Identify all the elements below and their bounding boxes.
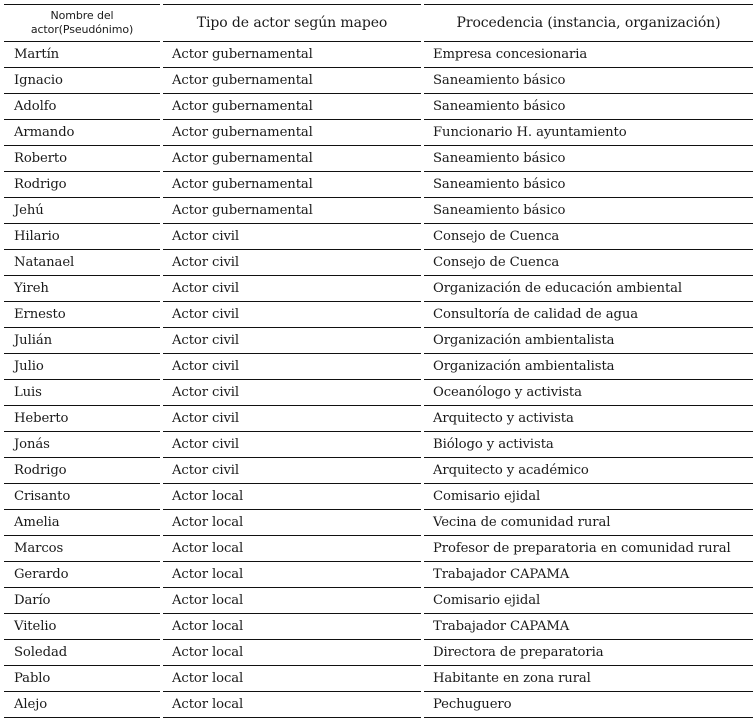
cell-origin-text: Consultoría de calidad de agua bbox=[433, 307, 638, 322]
table-row bbox=[4, 588, 753, 614]
table-row bbox=[4, 120, 753, 146]
cell-name-text: Gerardo bbox=[14, 567, 69, 582]
cell-type bbox=[163, 510, 421, 536]
table-row bbox=[4, 536, 753, 562]
cell-type-text: Actor local bbox=[172, 697, 244, 712]
cell-origin bbox=[424, 484, 753, 510]
cell-name-text: Roberto bbox=[14, 151, 67, 166]
cell-name bbox=[4, 250, 160, 276]
table-row bbox=[4, 640, 753, 666]
cell-name-text: Vitelio bbox=[14, 619, 57, 634]
cell-type-text: Actor gubernamental bbox=[172, 99, 313, 114]
table-row bbox=[4, 198, 753, 224]
table-row bbox=[4, 172, 753, 198]
cell-name-text: Yireh bbox=[14, 281, 49, 296]
cell-origin bbox=[424, 146, 753, 172]
cell-name-text: Alejo bbox=[14, 697, 48, 712]
table-row bbox=[4, 328, 753, 354]
cell-type-text: Actor civil bbox=[172, 411, 240, 426]
cell-type-text: Actor local bbox=[172, 567, 244, 582]
cell-name-text: Jonás bbox=[14, 437, 50, 452]
table-row bbox=[4, 224, 753, 250]
header-name bbox=[4, 4, 160, 42]
cell-type bbox=[163, 640, 421, 666]
table-row bbox=[4, 666, 753, 692]
cell-type-text: Actor local bbox=[172, 515, 244, 530]
cell-origin bbox=[424, 224, 753, 250]
header-type-label: Tipo de actor según mapeo bbox=[196, 15, 388, 31]
cell-origin bbox=[424, 380, 753, 406]
cell-type bbox=[163, 458, 421, 484]
cell-name bbox=[4, 120, 160, 146]
cell-type bbox=[163, 666, 421, 692]
cell-origin-text: Saneamiento básico bbox=[433, 99, 566, 114]
cell-type bbox=[163, 692, 421, 718]
cell-name-text: Marcos bbox=[14, 541, 64, 556]
cell-origin bbox=[424, 302, 753, 328]
cell-type-text: Actor civil bbox=[172, 281, 240, 296]
header-type bbox=[163, 4, 421, 42]
cell-type bbox=[163, 302, 421, 328]
cell-type bbox=[163, 276, 421, 302]
cell-origin bbox=[424, 250, 753, 276]
cell-name bbox=[4, 562, 160, 588]
cell-type-text: Actor civil bbox=[172, 255, 240, 270]
table-row bbox=[4, 614, 753, 640]
cell-name bbox=[4, 692, 160, 718]
cell-type-text: Actor local bbox=[172, 541, 244, 556]
cell-name-text: Natanael bbox=[14, 255, 75, 270]
cell-origin bbox=[424, 458, 753, 484]
cell-type bbox=[163, 380, 421, 406]
cell-type bbox=[163, 328, 421, 354]
cell-name-text: Ignacio bbox=[14, 73, 63, 88]
cell-origin bbox=[424, 666, 753, 692]
cell-name bbox=[4, 224, 160, 250]
cell-name-text: Soledad bbox=[14, 645, 68, 660]
cell-origin bbox=[424, 562, 753, 588]
cell-origin-text: Organización ambientalista bbox=[433, 359, 615, 374]
cell-name bbox=[4, 302, 160, 328]
cell-origin bbox=[424, 432, 753, 458]
actors-table bbox=[4, 4, 753, 718]
table-row bbox=[4, 380, 753, 406]
cell-origin-text: Arquitecto y activista bbox=[433, 411, 574, 426]
table-row bbox=[4, 146, 753, 172]
cell-name bbox=[4, 614, 160, 640]
cell-type bbox=[163, 406, 421, 432]
cell-name-text: Martín bbox=[14, 47, 60, 62]
cell-name-text: Julio bbox=[14, 359, 44, 374]
cell-origin bbox=[424, 614, 753, 640]
cell-origin bbox=[424, 640, 753, 666]
cell-origin-text: Empresa concesionaria bbox=[433, 47, 588, 62]
table-row bbox=[4, 354, 753, 380]
cell-type-text: Actor local bbox=[172, 645, 244, 660]
table-row bbox=[4, 510, 753, 536]
cell-name-text: Jehú bbox=[14, 203, 44, 218]
table-body bbox=[4, 42, 753, 718]
cell-type bbox=[163, 354, 421, 380]
table-row bbox=[4, 302, 753, 328]
cell-name bbox=[4, 276, 160, 302]
cell-origin bbox=[424, 94, 753, 120]
cell-name bbox=[4, 146, 160, 172]
cell-name-text: Hilario bbox=[14, 229, 60, 244]
cell-origin bbox=[424, 120, 753, 146]
cell-origin bbox=[424, 692, 753, 718]
table-row bbox=[4, 68, 753, 94]
cell-name bbox=[4, 588, 160, 614]
table-row bbox=[4, 484, 753, 510]
cell-name bbox=[4, 510, 160, 536]
cell-type bbox=[163, 198, 421, 224]
cell-name-text: Julián bbox=[14, 333, 52, 348]
cell-name-text: Luis bbox=[14, 385, 42, 400]
cell-origin-text: Habitante en zona rural bbox=[433, 671, 591, 686]
cell-type-text: Actor civil bbox=[172, 229, 240, 244]
cell-origin bbox=[424, 276, 753, 302]
cell-name bbox=[4, 328, 160, 354]
cell-name bbox=[4, 42, 160, 68]
cell-type-text: Actor gubernamental bbox=[172, 125, 313, 140]
cell-name bbox=[4, 198, 160, 224]
cell-origin-text: Consejo de Cuenca bbox=[433, 229, 560, 244]
cell-origin bbox=[424, 68, 753, 94]
cell-type bbox=[163, 68, 421, 94]
cell-origin-text: Directora de preparatoria bbox=[433, 645, 604, 660]
cell-origin bbox=[424, 172, 753, 198]
cell-name bbox=[4, 536, 160, 562]
cell-name bbox=[4, 432, 160, 458]
cell-origin bbox=[424, 406, 753, 432]
table-row bbox=[4, 42, 753, 68]
table-row bbox=[4, 276, 753, 302]
cell-type-text: Actor local bbox=[172, 593, 244, 608]
cell-type-text: Actor civil bbox=[172, 333, 240, 348]
cell-type-text: Actor local bbox=[172, 489, 244, 504]
cell-origin-text: Funcionario H. ayuntamiento bbox=[433, 125, 627, 140]
cell-name-text: Crisanto bbox=[14, 489, 71, 504]
cell-origin bbox=[424, 536, 753, 562]
cell-name bbox=[4, 354, 160, 380]
cell-origin-text: Saneamiento básico bbox=[433, 73, 566, 88]
cell-name bbox=[4, 666, 160, 692]
cell-type-text: Actor gubernamental bbox=[172, 177, 313, 192]
cell-origin-text: Consejo de Cuenca bbox=[433, 255, 560, 270]
cell-name-text: Adolfo bbox=[14, 99, 57, 114]
cell-name-text: Amelia bbox=[14, 515, 60, 530]
cell-origin-text: Pechuguero bbox=[433, 697, 512, 712]
cell-name-text: Rodrigo bbox=[14, 177, 67, 192]
cell-origin-text: Saneamiento básico bbox=[433, 203, 566, 218]
cell-type bbox=[163, 120, 421, 146]
cell-origin bbox=[424, 354, 753, 380]
cell-name-text: Ernesto bbox=[14, 307, 66, 322]
cell-origin-text: Trabajador CAPAMA bbox=[433, 567, 570, 582]
cell-type-text: Actor gubernamental bbox=[172, 203, 313, 218]
cell-name bbox=[4, 68, 160, 94]
cell-origin-text: Comisario ejidal bbox=[433, 489, 541, 504]
header-name-label: Nombre del actor(Pseudónimo) bbox=[30, 9, 134, 36]
cell-type bbox=[163, 224, 421, 250]
cell-type-text: Actor civil bbox=[172, 437, 240, 452]
cell-name bbox=[4, 172, 160, 198]
table-row bbox=[4, 250, 753, 276]
cell-origin bbox=[424, 42, 753, 68]
cell-origin bbox=[424, 588, 753, 614]
cell-type-text: Actor gubernamental bbox=[172, 151, 313, 166]
cell-name-text: Rodrigo bbox=[14, 463, 67, 478]
cell-name-text: Pablo bbox=[14, 671, 51, 686]
cell-type bbox=[163, 432, 421, 458]
cell-type-text: Actor civil bbox=[172, 359, 240, 374]
cell-origin-text: Trabajador CAPAMA bbox=[433, 619, 570, 634]
cell-type bbox=[163, 536, 421, 562]
cell-type-text: Actor gubernamental bbox=[172, 47, 313, 62]
cell-origin bbox=[424, 198, 753, 224]
cell-type bbox=[163, 250, 421, 276]
cell-origin-text: Vecina de comunidad rural bbox=[433, 515, 611, 530]
cell-origin-text: Saneamiento básico bbox=[433, 177, 566, 192]
cell-type bbox=[163, 588, 421, 614]
cell-origin-text: Arquitecto y académico bbox=[433, 463, 589, 478]
cell-origin bbox=[424, 328, 753, 354]
cell-type-text: Actor local bbox=[172, 619, 244, 634]
cell-type-text: Actor gubernamental bbox=[172, 73, 313, 88]
cell-type bbox=[163, 94, 421, 120]
cell-name bbox=[4, 94, 160, 120]
cell-name bbox=[4, 380, 160, 406]
cell-type bbox=[163, 484, 421, 510]
table-row bbox=[4, 94, 753, 120]
cell-type-text: Actor civil bbox=[172, 307, 240, 322]
table-header-row bbox=[4, 4, 753, 42]
header-origin bbox=[424, 4, 753, 42]
cell-type bbox=[163, 614, 421, 640]
cell-name-text: Heberto bbox=[14, 411, 69, 426]
cell-name-text: Armando bbox=[14, 125, 75, 140]
cell-origin-text: Biólogo y activista bbox=[433, 437, 554, 452]
cell-type-text: Actor civil bbox=[172, 463, 240, 478]
cell-name bbox=[4, 458, 160, 484]
cell-type bbox=[163, 172, 421, 198]
cell-origin-text: Saneamiento básico bbox=[433, 151, 566, 166]
cell-type bbox=[163, 42, 421, 68]
cell-type bbox=[163, 562, 421, 588]
cell-origin-text: Comisario ejidal bbox=[433, 593, 541, 608]
cell-origin-text: Organización ambientalista bbox=[433, 333, 615, 348]
cell-origin-text: Oceanólogo y activista bbox=[433, 385, 582, 400]
cell-type-text: Actor civil bbox=[172, 385, 240, 400]
header-origin-label: Procedencia (instancia, organización) bbox=[456, 15, 721, 31]
table-row bbox=[4, 692, 753, 718]
table-row bbox=[4, 406, 753, 432]
cell-type-text: Actor local bbox=[172, 671, 244, 686]
cell-name-text: Darío bbox=[14, 593, 51, 608]
table-row bbox=[4, 432, 753, 458]
cell-origin-text: Organización de educación ambiental bbox=[433, 281, 683, 296]
table-row bbox=[4, 458, 753, 484]
cell-name bbox=[4, 640, 160, 666]
cell-origin bbox=[424, 510, 753, 536]
cell-name bbox=[4, 484, 160, 510]
cell-name bbox=[4, 406, 160, 432]
cell-origin-text: Profesor de preparatoria en comunidad rural bbox=[433, 541, 731, 556]
table-row bbox=[4, 562, 753, 588]
cell-type bbox=[163, 146, 421, 172]
